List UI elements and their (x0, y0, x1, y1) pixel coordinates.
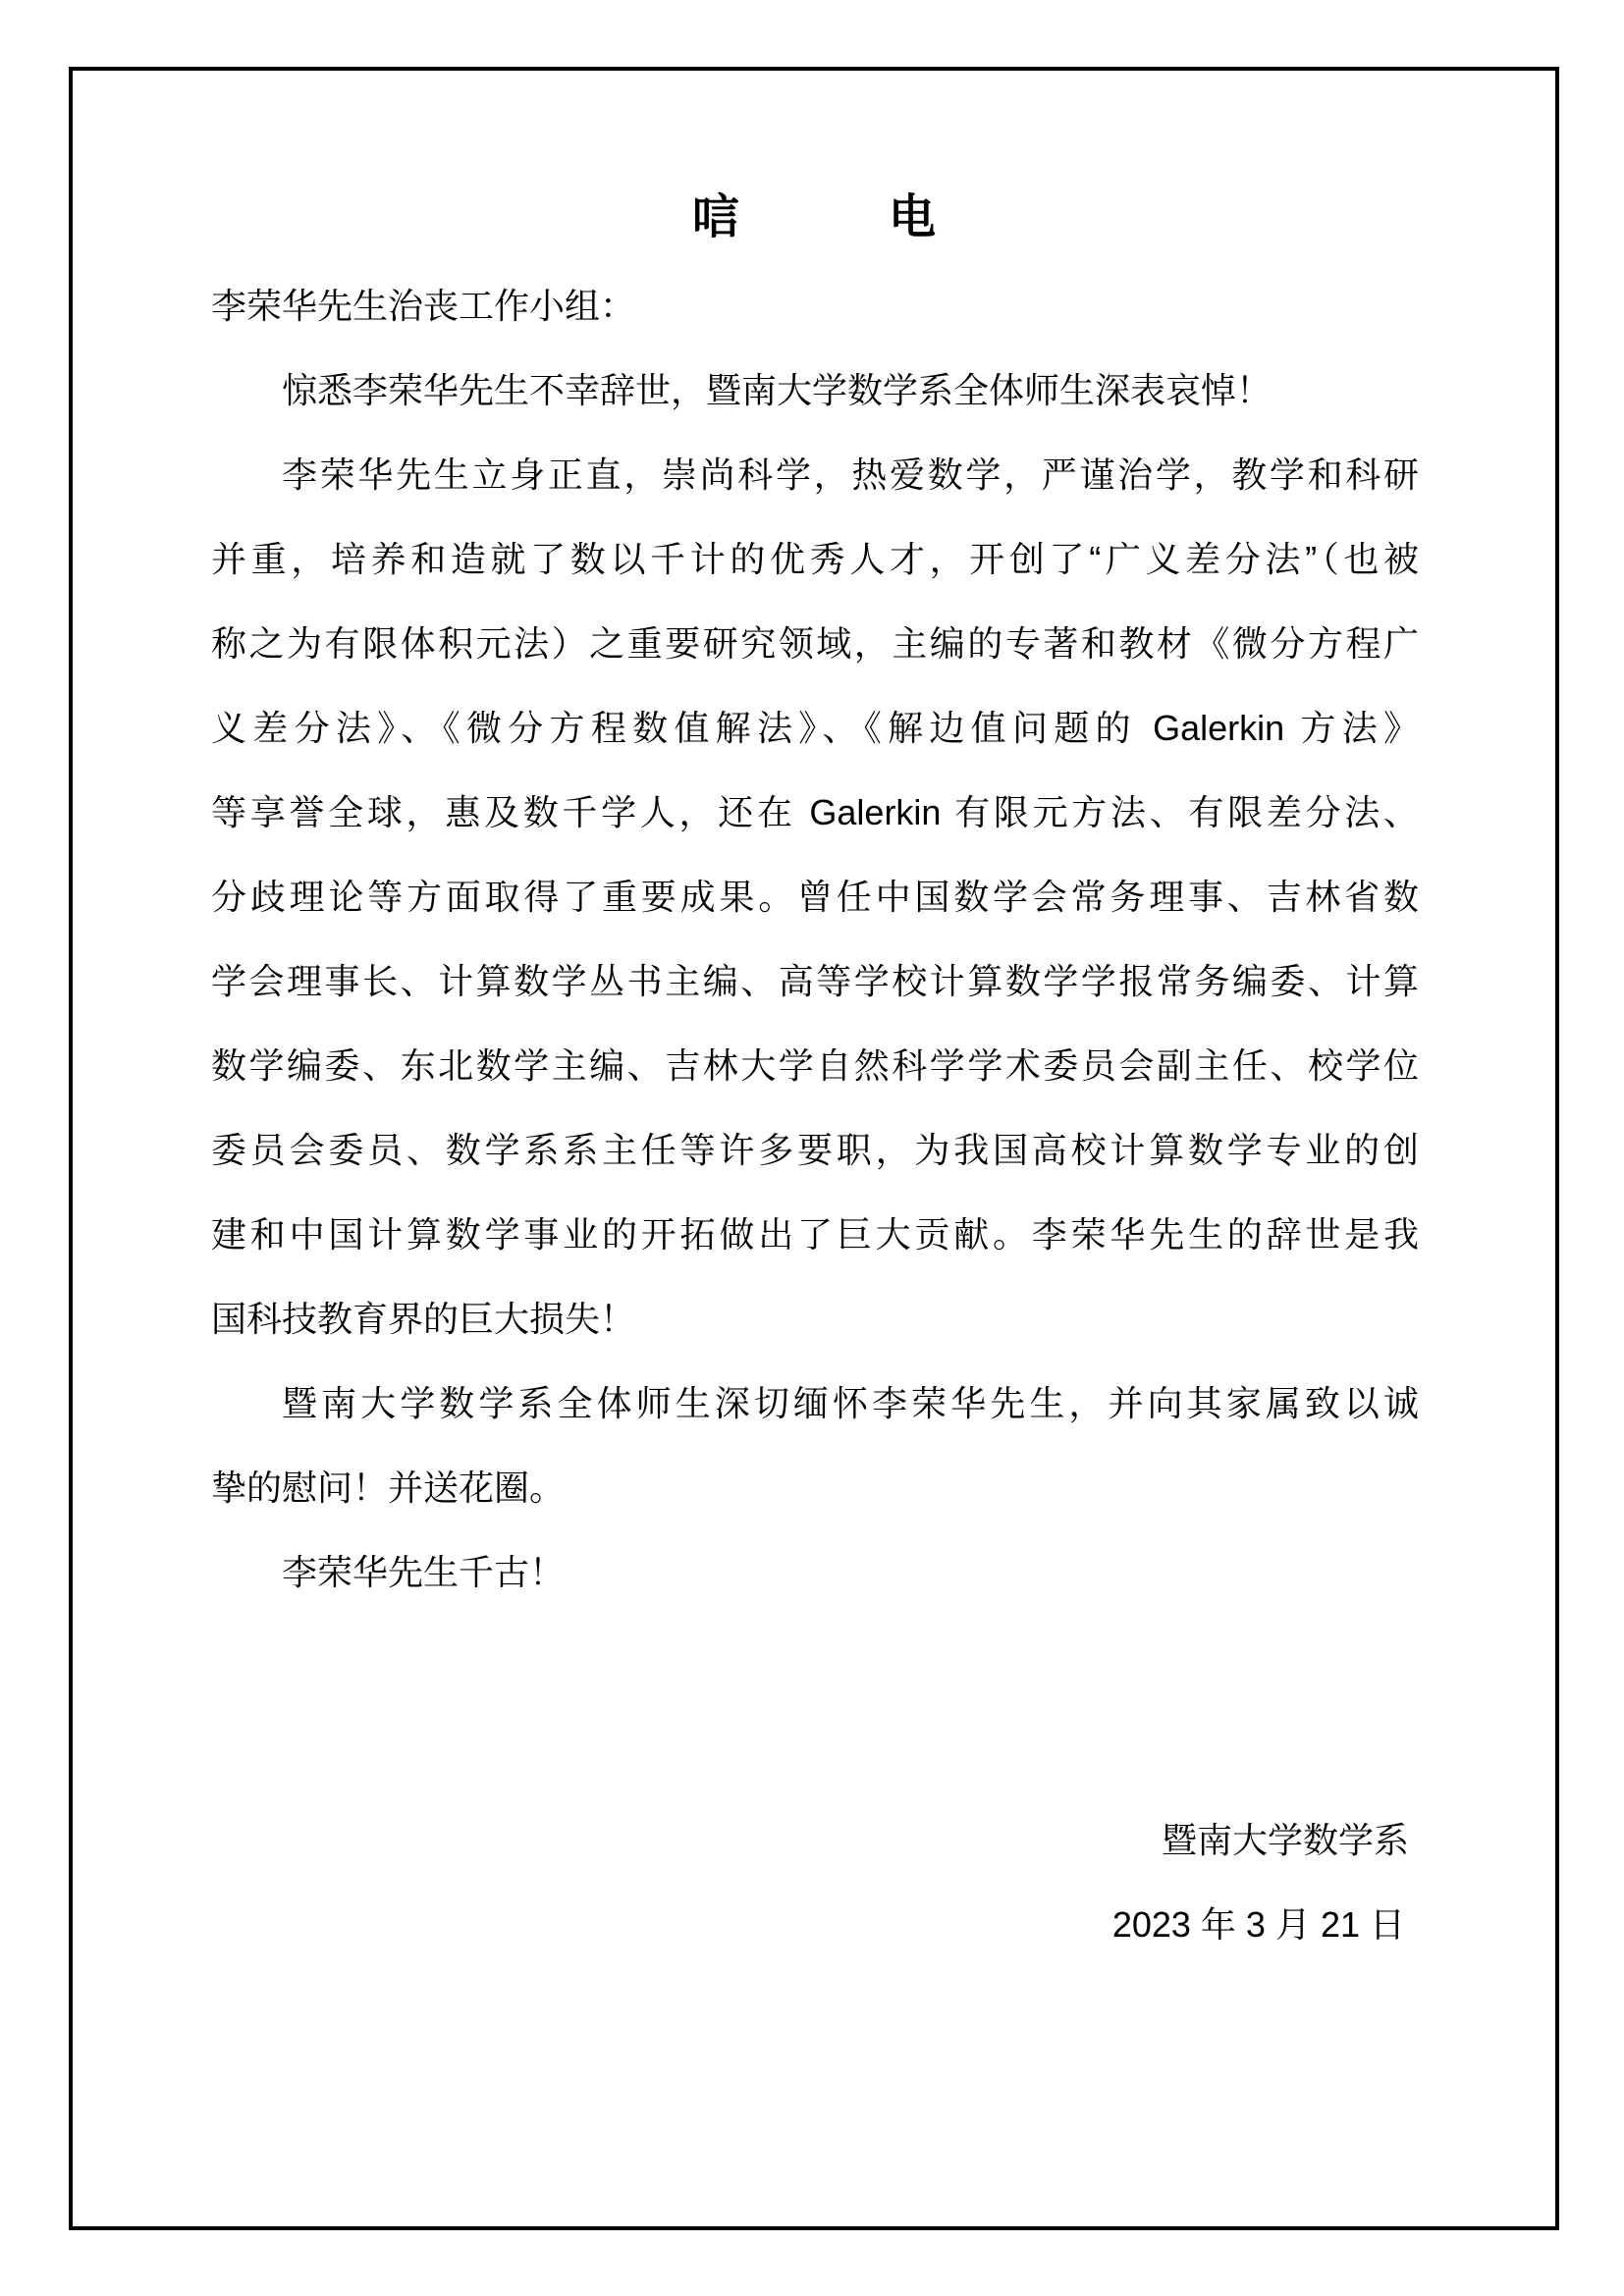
text-line: 数学编委、东北数学主编、吉林大学自然科学学术委员会副主任、校学位 (211, 1045, 1419, 1086)
text-line: 建和中国计算数学事业的开拓做出了巨大贡献。李荣华先生的辞世是我 (211, 1214, 1419, 1255)
date-line: 2023 年 3 月 21 日 (1111, 1904, 1405, 1945)
text-line: 李荣华先生治丧工作小组： (211, 286, 636, 326)
text-line: 等享誉全球，惠及数千学人，还在 Galerkin 有限元方法、有限差分法、 (211, 792, 1419, 832)
text-line: 惊悉李荣华先生不幸辞世，暨南大学数学系全体师生深表哀悼！ (282, 370, 1272, 410)
text-line: 李荣华先生千古！ (282, 1552, 566, 1592)
document-content (211, 71, 1419, 1967)
text-line: 委员会委员、数学系系主任等许多要职，为我国高校计算数学专业的创 (211, 1130, 1419, 1170)
text-line: 分歧理论等方面取得了重要成果。曾任中国数学会常务理事、吉林省数 (211, 877, 1419, 917)
text-line: 暨南大学数学系全体师生深切缅怀李荣华先生，并向其家属致以诚 (282, 1383, 1419, 1423)
text-line: 学会理事长、计算数学丛书主编、高等学校计算数学学报常务编委、计算 (211, 961, 1419, 1001)
text-line: 李荣华先生立身正直，崇尚科学，热爱数学，严谨治学，教学和科研 (282, 454, 1419, 495)
document-border (69, 67, 1559, 2230)
text-line: 并重，培养和造就了数以千计的优秀人才，开创了“广义差分法”（也被 (211, 539, 1419, 579)
document-body (211, 264, 1419, 1615)
text-line: 国科技教育界的巨大损失！ (211, 1299, 636, 1339)
text-line: 挚的慰问！并送花圈。 (211, 1468, 566, 1508)
document-title: 唁 电 (691, 191, 938, 243)
text-line: 称之为有限体积元法）之重要研究领域，主编的专著和教材《微分方程广 (211, 623, 1419, 664)
text-line: 义差分法》、《微分方程数值解法》、《解边值问题的 Galerkin 方法》 (211, 708, 1419, 748)
signature-line: 暨南大学数学系 (1161, 1820, 1409, 1860)
